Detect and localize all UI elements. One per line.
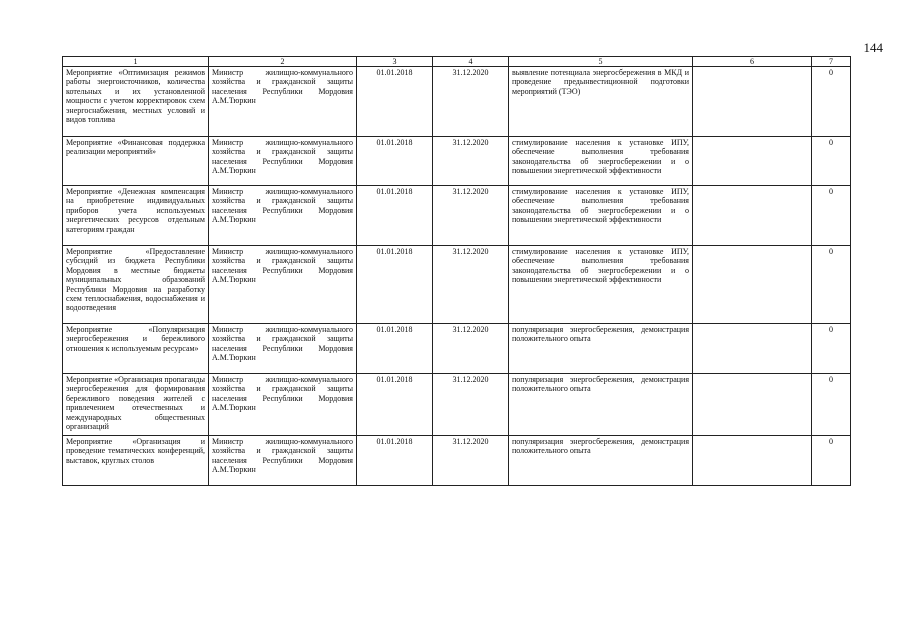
- executor-cell: Министр жилищно-коммунального хозяйства и гражданской защиты населения Республики Мордовия А.М.Тюркин: [209, 186, 357, 246]
- start-date-cell: 01.01.2018: [357, 137, 433, 186]
- result-cell: выявление потенциала энергосбережения в МКД и проведение предынвестиционной подготовки мероприятий (ТЭО): [509, 67, 693, 137]
- executor-cell: Министр жилищно-коммунального хозяйства и гражданской защиты населения Республики Мордовия А.М.Тюркин: [209, 324, 357, 374]
- measure-cell: Мероприятие «Организация пропаганды энергосбережения для формирования бережливого поведения жителей с привлечением отечественных и международных общественных организаций: [63, 374, 209, 436]
- executor-cell: Министр жилищно-коммунального хозяйства и гражданской защиты населения Республики Мордовия А.М.Тюркин: [209, 246, 357, 324]
- header-cell: 3: [357, 57, 433, 67]
- result-cell: популяризация энергосбережения, демонстрация положительного опыта: [509, 374, 693, 436]
- start-date-cell: 01.01.2018: [357, 67, 433, 137]
- executor-cell: Министр жилищно-коммунального хозяйства и гражданской защиты населения Республики Мордовия А.М.Тюркин: [209, 374, 357, 436]
- col6-cell: [693, 324, 812, 374]
- measures-table: [62, 56, 851, 486]
- header-cell: 4: [433, 57, 509, 67]
- end-date-cell: 31.12.2020: [433, 246, 509, 324]
- executor-cell: Министр жилищно-коммунального хозяйства и гражданской защиты населения Республики Мордовия А.М.Тюркин: [209, 436, 357, 486]
- table-row: [63, 436, 851, 486]
- col6-cell: [693, 246, 812, 324]
- measure-cell: Мероприятие «Денежная компенсация на приобретение индивидуальных приборов учета используемых энергетических ресурсов отдельным категориям граждан: [63, 186, 209, 246]
- end-date-cell: 31.12.2020: [433, 186, 509, 246]
- end-date-cell: 31.12.2020: [433, 324, 509, 374]
- col6-cell: [693, 436, 812, 486]
- value-cell: 0: [812, 67, 851, 137]
- result-cell: популяризация энергосбережения, демонстрация положительного опыта: [509, 324, 693, 374]
- measure-cell: Мероприятие «Финансовая поддержка реализации мероприятий»: [63, 137, 209, 186]
- header-cell: 2: [209, 57, 357, 67]
- header-cell: 6: [693, 57, 812, 67]
- table-row: [63, 246, 851, 324]
- result-cell: популяризация энергосбережения, демонстрация положительного опыта: [509, 436, 693, 486]
- col6-cell: [693, 186, 812, 246]
- measure-cell: Мероприятие «Оптимизация режимов работы энергоисточников, количества котельных и их установленной мощности с учетом корректировок схем энергоснабжения, местных условий и видов топлива: [63, 67, 209, 137]
- value-cell: 0: [812, 324, 851, 374]
- start-date-cell: 01.01.2018: [357, 374, 433, 436]
- executor-cell: Министр жилищно-коммунального хозяйства и гражданской защиты населения Республики Мордовия А.М.Тюркин: [209, 67, 357, 137]
- table-row: [63, 374, 851, 436]
- measure-cell: Мероприятие «Популяризация энергосбережения и бережливого отношения к используемым ресурсам»: [63, 324, 209, 374]
- measure-cell: Мероприятие «Организация и проведение тематических конференций, выставок, круглых столов: [63, 436, 209, 486]
- value-cell: 0: [812, 246, 851, 324]
- table-row: [63, 67, 851, 137]
- header-cell: 7: [812, 57, 851, 67]
- header-cell: 5: [509, 57, 693, 67]
- value-cell: 0: [812, 186, 851, 246]
- col6-cell: [693, 67, 812, 137]
- page-number: 144: [863, 40, 883, 55]
- end-date-cell: 31.12.2020: [433, 67, 509, 137]
- header-row: [63, 57, 851, 67]
- col6-cell: [693, 374, 812, 436]
- start-date-cell: 01.01.2018: [357, 246, 433, 324]
- result-cell: стимулирование населения к установке ИПУ, обеспечение выполнения требования законодательства об энергосбережении и о повышении энергетической эффективности: [509, 186, 693, 246]
- table-row: [63, 186, 851, 246]
- end-date-cell: 31.12.2020: [433, 374, 509, 436]
- result-cell: стимулирование населения к установке ИПУ, обеспечение выполнения требования законодательства об энергосбережении и о повышении энергетической эффективности: [509, 246, 693, 324]
- result-cell: стимулирование населения к установке ИПУ, обеспечение выполнения требования законодательства об энергосбережении и о повышении энергетической эффективности: [509, 137, 693, 186]
- start-date-cell: 01.01.2018: [357, 436, 433, 486]
- executor-cell: Министр жилищно-коммунального хозяйства и гражданской защиты населения Республики Мордовия А.М.Тюркин: [209, 137, 357, 186]
- table-row: [63, 137, 851, 186]
- header-cell: 1: [63, 57, 209, 67]
- start-date-cell: 01.01.2018: [357, 186, 433, 246]
- value-cell: 0: [812, 436, 851, 486]
- end-date-cell: 31.12.2020: [433, 436, 509, 486]
- col6-cell: [693, 137, 812, 186]
- end-date-cell: 31.12.2020: [433, 137, 509, 186]
- value-cell: 0: [812, 137, 851, 186]
- value-cell: 0: [812, 374, 851, 436]
- start-date-cell: 01.01.2018: [357, 324, 433, 374]
- measure-cell: Мероприятие «Предоставление субсидий из бюджета Республики Мордовия в местные бюджеты муниципальных образований Республики Мордовия на разработку схем теплоснабжения, водоснабжения и водоотведения: [63, 246, 209, 324]
- table-row: [63, 324, 851, 374]
